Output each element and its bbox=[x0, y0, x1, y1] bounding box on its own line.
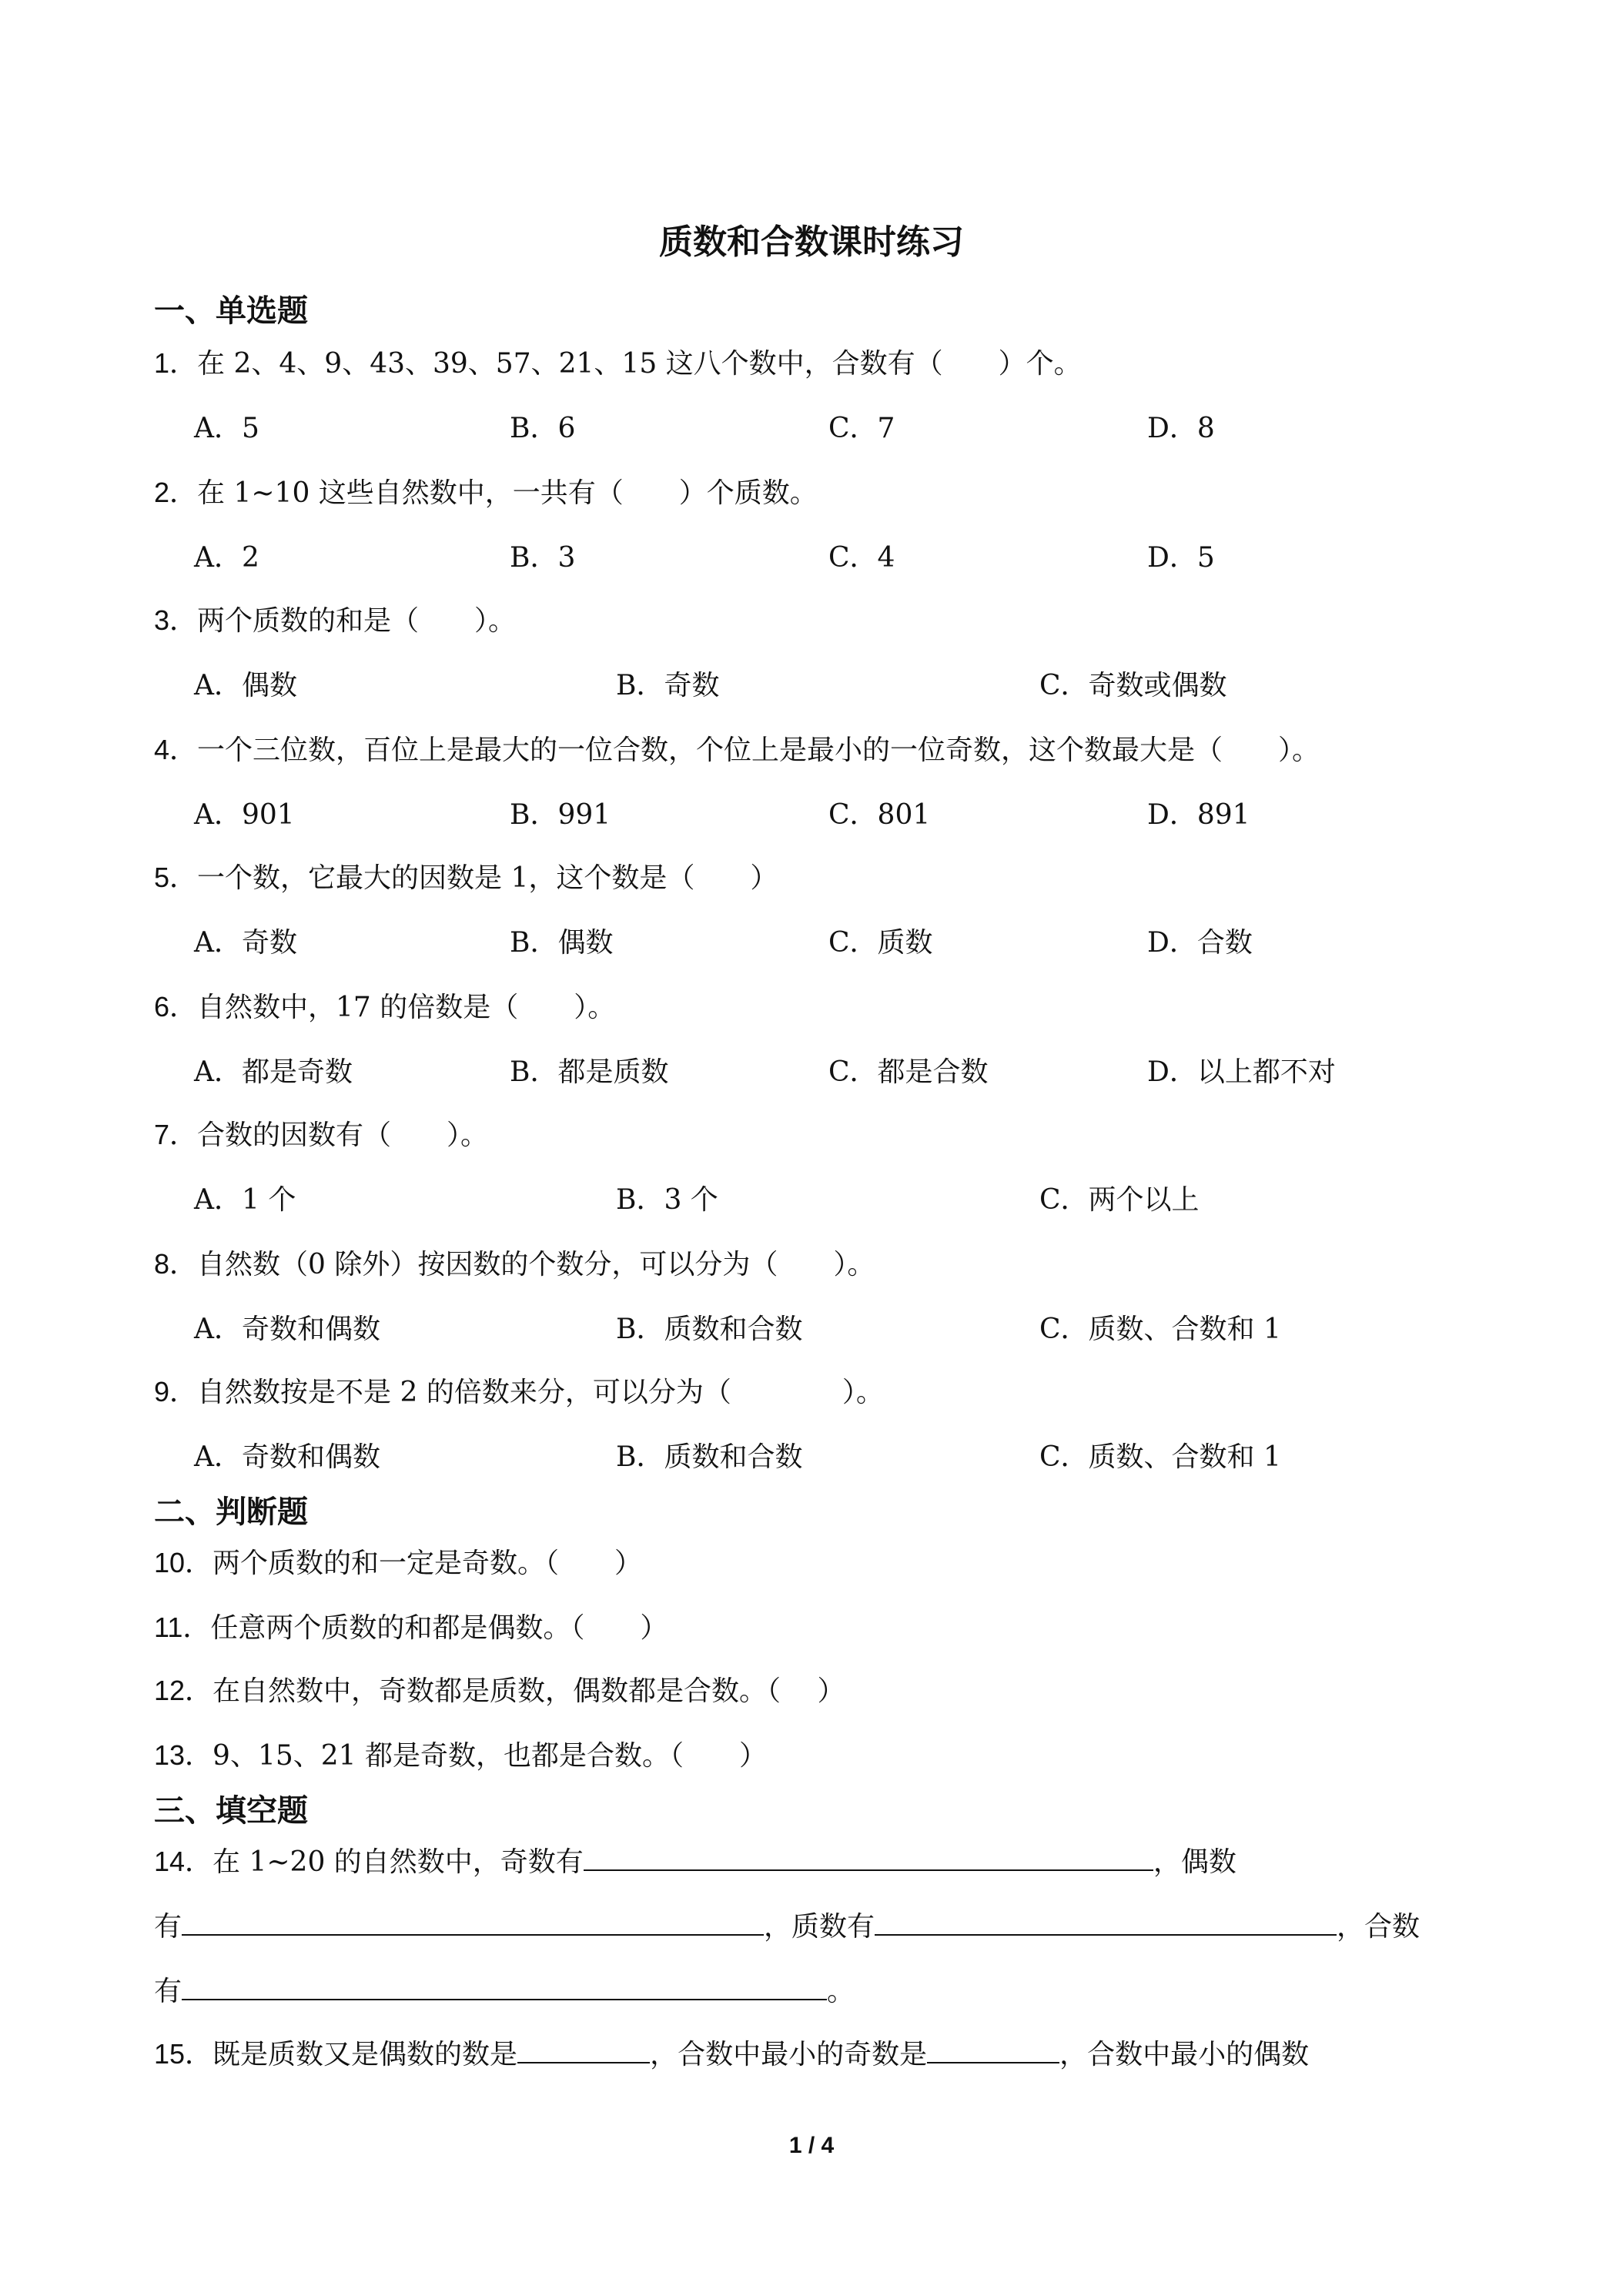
option-c[interactable]: C．质数、合数和 1 bbox=[1039, 1441, 1281, 1473]
option-c[interactable]: C．都是合数 bbox=[828, 1056, 989, 1088]
option-c[interactable]: C．奇数或偶数 bbox=[1039, 670, 1227, 701]
question-4: 4．一个三位数，百位上是最大的一位合数，个位上是最小的一位奇数，这个数最大是（ ）。 bbox=[154, 734, 1320, 766]
question-5: 5．一个数，它最大的因数是 1，这个数是（ ） bbox=[154, 862, 778, 894]
question-3: 3．两个质数的和是（ ）。 bbox=[154, 604, 517, 637]
answer-blank-1[interactable] bbox=[517, 2039, 650, 2063]
section-heading-fill-in: 三、填空题 bbox=[154, 1793, 308, 1829]
option-a[interactable]: A．901 bbox=[194, 799, 295, 831]
question-8-options bbox=[194, 1307, 1503, 1343]
option-a[interactable]: A．2 bbox=[194, 542, 259, 574]
answer-blank-composite[interactable] bbox=[182, 1976, 827, 2000]
option-c[interactable]: C．7 bbox=[828, 413, 895, 444]
question-5-options bbox=[194, 921, 1503, 959]
option-b[interactable]: B．质数和合数 bbox=[616, 1314, 803, 1345]
option-c[interactable]: C．两个以上 bbox=[1039, 1184, 1200, 1216]
option-d[interactable]: D．8 bbox=[1147, 413, 1215, 444]
page-title: 质数和合数课时练习 bbox=[659, 223, 964, 262]
question-3-options bbox=[194, 664, 1503, 699]
answer-blank-odd[interactable] bbox=[584, 1846, 1153, 1871]
question-1: 1．在 2、4、9、43、39、57、21、15 这八个数中，合数有（ ）个。 bbox=[154, 347, 1082, 380]
question-9: 9．自然数按是不是 2 的倍数来分，可以分为（ ）。 bbox=[154, 1376, 884, 1408]
option-b[interactable]: B．质数和合数 bbox=[616, 1441, 803, 1473]
question-11: 11．任意两个质数的和都是偶数。（ ） bbox=[154, 1612, 668, 1644]
question-12: 12．在自然数中，奇数都是质数，偶数都是合数。（ ） bbox=[154, 1675, 845, 1707]
question-10: 10．两个质数的和一定是奇数。（ ） bbox=[154, 1547, 643, 1579]
option-c[interactable]: C．801 bbox=[828, 799, 931, 831]
option-b[interactable]: B．奇数 bbox=[616, 670, 720, 701]
option-c[interactable]: C．质数、合数和 1 bbox=[1039, 1314, 1281, 1345]
option-c[interactable]: C．4 bbox=[828, 542, 895, 574]
question-7-options bbox=[194, 1178, 1503, 1216]
option-a[interactable]: A．1 个 bbox=[194, 1184, 296, 1216]
page-number: 1 / 4 bbox=[788, 2133, 835, 2158]
question-4-options bbox=[194, 793, 1503, 831]
question-15: 15．既是质数又是偶数的数是 ，合数中最小的奇数是 ，合数中最小的偶数 bbox=[154, 2038, 1310, 2070]
option-d[interactable]: D．5 bbox=[1147, 542, 1215, 574]
question-7: 7．合数的因数有（ ）。 bbox=[154, 1119, 489, 1151]
option-b[interactable]: B．3 个 bbox=[616, 1184, 718, 1216]
option-a[interactable]: A．奇数 bbox=[194, 927, 297, 959]
question-6-options bbox=[194, 1050, 1503, 1086]
question-14-line-1: 14．在 1~20 的自然数中，奇数有 ，偶数 bbox=[154, 1846, 1236, 1878]
question-13: 13．9、15、21 都是奇数，也都是合数。（ ） bbox=[154, 1739, 768, 1772]
option-b[interactable]: B．6 bbox=[510, 413, 576, 444]
question-9-options bbox=[194, 1435, 1503, 1471]
question-1-options bbox=[194, 407, 1503, 442]
question-8: 8．自然数（0 除外）按因数的个数分，可以分为（ ）。 bbox=[154, 1248, 875, 1280]
section-heading-single-choice: 一、单选题 bbox=[154, 293, 308, 329]
question-14-line-3: 有 。 bbox=[154, 1976, 855, 2007]
option-a[interactable]: A．奇数和偶数 bbox=[194, 1441, 380, 1473]
option-d[interactable]: D．以上都不对 bbox=[1147, 1056, 1336, 1088]
question-14-line-2: 有 ，质数有 ，合数 bbox=[154, 1911, 1421, 1943]
answer-blank-2[interactable] bbox=[927, 2039, 1059, 2063]
option-c[interactable]: C．质数 bbox=[828, 927, 933, 959]
option-b[interactable]: B．3 bbox=[510, 542, 576, 574]
option-a[interactable]: A．都是奇数 bbox=[194, 1056, 353, 1088]
option-a[interactable]: A．5 bbox=[194, 413, 259, 444]
option-d[interactable]: D．891 bbox=[1147, 799, 1250, 831]
option-b[interactable]: B．991 bbox=[510, 799, 611, 831]
section-heading-true-false: 二、判断题 bbox=[154, 1494, 308, 1530]
answer-blank-even[interactable] bbox=[182, 1911, 764, 1936]
question-2-options bbox=[194, 536, 1503, 574]
option-a[interactable]: A．偶数 bbox=[194, 670, 297, 701]
option-b[interactable]: B．都是质数 bbox=[510, 1056, 669, 1088]
answer-blank-prime[interactable] bbox=[875, 1911, 1337, 1936]
option-b[interactable]: B．偶数 bbox=[510, 927, 614, 959]
option-a[interactable]: A．奇数和偶数 bbox=[194, 1314, 380, 1345]
question-2: 2．在 1~10 这些自然数中，一共有（ ）个质数。 bbox=[154, 477, 818, 509]
question-6: 6．自然数中，17 的倍数是（ ）。 bbox=[154, 991, 616, 1023]
option-d[interactable]: D．合数 bbox=[1147, 927, 1253, 959]
